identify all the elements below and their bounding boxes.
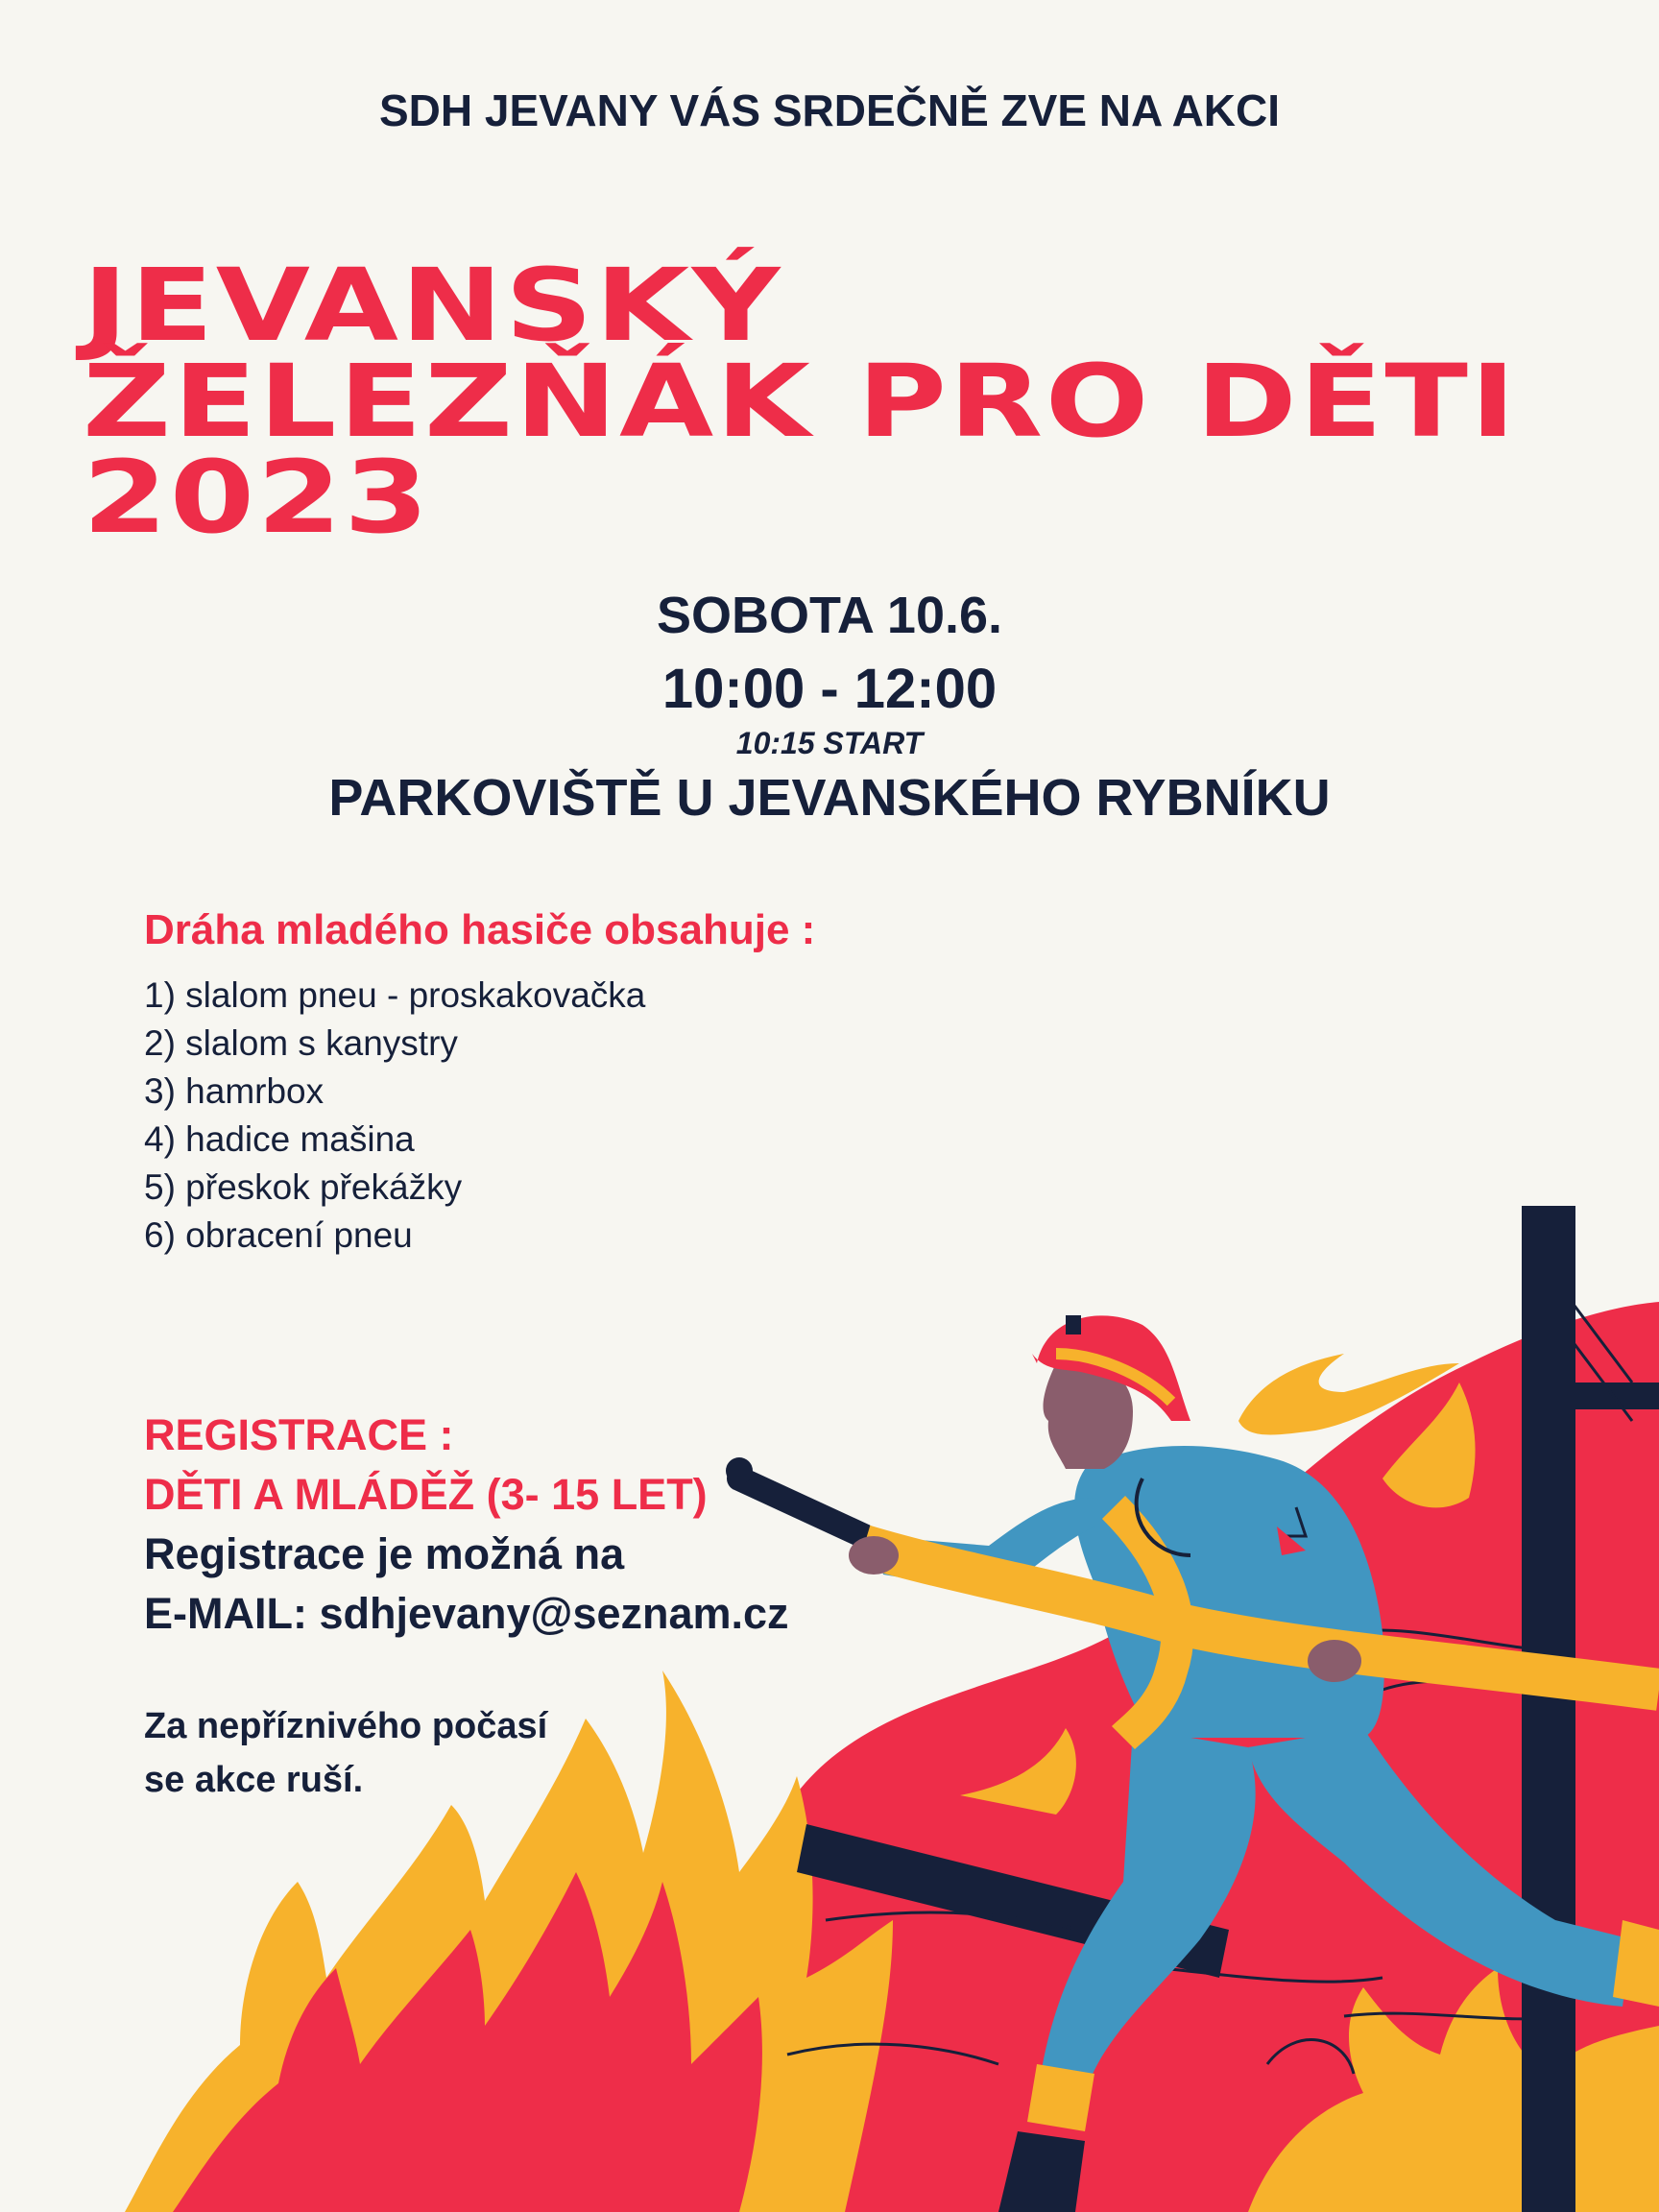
- registration-ages: DĚTI A MLÁDĚŽ (3- 15 LET): [144, 1470, 708, 1519]
- event-start: 10:15 START: [735, 726, 924, 760]
- registration-heading: REGISTRACE :: [144, 1410, 454, 1459]
- event-place: PARKOVIŠTĚ U JEVANSKÉHO RYBNÍKU: [328, 769, 1331, 827]
- event-date: SOBOTA 10.6.: [656, 587, 1003, 644]
- event-title-line-1: JEVANSKÝ: [83, 247, 782, 364]
- course-heading: Dráha mladého hasiče obsahuje :: [144, 906, 816, 953]
- registration-block: [144, 1406, 789, 1644]
- weather-line-1: Za nepříznivého počasí: [144, 1706, 548, 1746]
- event-title-line-3: 2023: [83, 439, 431, 556]
- list-item: 6) obracení pneu: [144, 1215, 413, 1255]
- list-item: 1) slalom pneu - proskakovačka: [144, 975, 646, 1015]
- weather-line-2: se akce ruší.: [144, 1760, 364, 1800]
- event-title: [83, 247, 1659, 556]
- list-item: 2) slalom s kanystry: [144, 1023, 458, 1063]
- list-item: 3) hamrbox: [144, 1071, 325, 1111]
- weather-note: [144, 1699, 547, 1807]
- list-item: 5) přeskok překážky: [144, 1167, 463, 1207]
- registration-email[interactable]: E-MAIL: sdhjevany@seznam.cz: [144, 1589, 789, 1638]
- event-time: 10:00 - 12:00: [661, 658, 998, 720]
- list-item: 4) hadice mašina: [144, 1119, 415, 1159]
- event-title-line-2: ŽELEZŇÁK PRO DĚTI: [83, 343, 1519, 460]
- registration-line-1: Registrace je možná na: [144, 1529, 625, 1578]
- invite-line: SDH JEVANY VÁS SRDEČNĚ ZVE NA AKCI: [378, 85, 1281, 135]
